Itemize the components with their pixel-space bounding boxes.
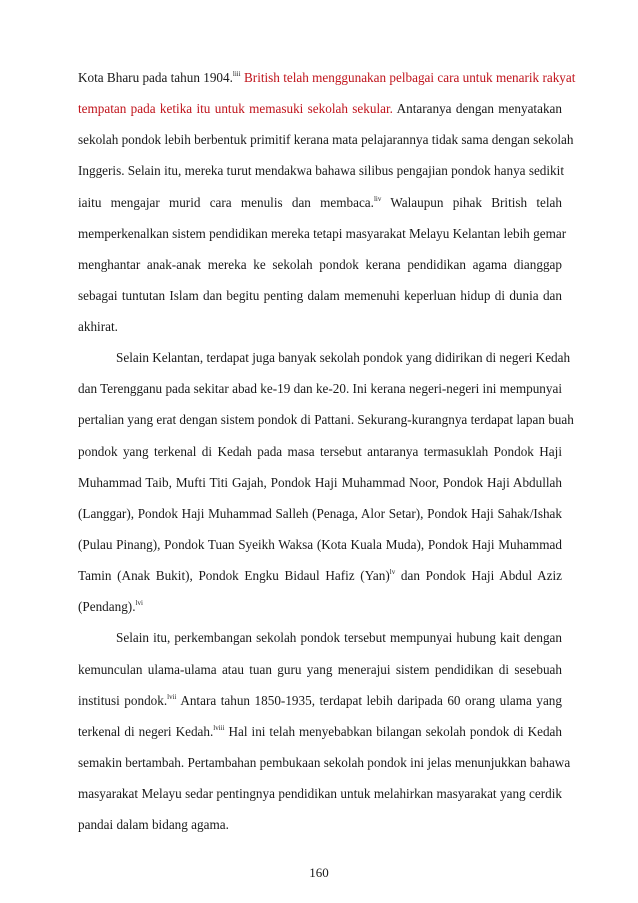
- p3-line-3: [78, 693, 562, 709]
- p2-l9-text: (Pendang).: [78, 599, 136, 615]
- p1-l5-text-a: iaitu mengajar murid cara menulis dan membaca.: [78, 194, 374, 210]
- p1-line-6: memperkenalkan sistem pendidikan mereka tetapi masyarakat Melayu Kelantan lebih gemar: [78, 225, 567, 241]
- p3-l4-text-a: terkenal di negeri Kedah.: [78, 723, 214, 739]
- p3-l3-text-a: institusi pondok.: [78, 692, 168, 708]
- footnote-ref-lviii[interactable]: lviii: [213, 723, 225, 732]
- p1-line-5: [78, 195, 562, 211]
- p3-line-1: Selain itu, perkembangan sekolah pondok tersebut mempunyai hubung kait dengan: [116, 630, 562, 646]
- p1-line-9: akhirat.: [78, 319, 118, 335]
- p3-line-2: kemunculan ulama-ulama atau tuan guru yang menerajui sistem pendidikan di sesebuah: [78, 661, 562, 677]
- p3-line-6: masyarakat Melayu sedar pentingnya pendidikan untuk melahirkan masyarakat yang cerdik: [78, 786, 562, 802]
- footnote-ref-liii[interactable]: liii: [232, 70, 241, 78]
- p2-line-8: [78, 568, 562, 584]
- p2-line-7: (Pulau Pinang), Pondok Tuan Syeikh Waksa (Kota Kuala Muda), Pondok Haji Muhammad: [78, 537, 562, 553]
- p3-l4-text-b: Hal ini telah menyebabkan bilangan sekolah pondok di Kedah: [224, 723, 562, 739]
- page-number: 160: [309, 865, 329, 881]
- p2-line-5: Muhammad Taib, Mufti Titi Gajah, Pondok Haji Muhammad Noor, Pondok Haji Abdullah: [78, 474, 562, 490]
- p3-line-7: pandai dalam bidang agama.: [78, 817, 229, 833]
- p2-line-2: dan Terengganu pada sekitar abad ke-19 dan ke-20. Ini kerana negeri-negeri ini mempunyai: [78, 381, 563, 397]
- p1-line-2: [78, 101, 562, 117]
- p2-line-4: pondok yang terkenal di Kedah pada masa tersebut antaranya termasuklah Pondok Haji: [78, 443, 562, 459]
- p3-line-5: semakin bertambah. Pertambahan pembukaan sekolah pondok ini jelas menunjukkan bahawa: [78, 754, 571, 770]
- p1-line-4: Inggeris. Selain itu, mereka turut mendakwa bahawa silibus pengajian pondok hanya sedikit: [78, 163, 564, 179]
- p1-line-1: [78, 70, 576, 86]
- p1-l2-text: Antaranya dengan menyatakan: [396, 101, 562, 117]
- p2-line-9: [78, 599, 562, 615]
- footnote-ref-lvi[interactable]: lvi: [135, 599, 143, 608]
- p2-l8-text-b: dan Pondok Haji Abdul Aziz: [395, 568, 562, 584]
- footnote-ref-liv[interactable]: liv: [373, 194, 382, 203]
- p1-line-8: sebagai tuntutan Islam dan begitu penting dalam memenuhi keperluan hidup di dunia dan: [78, 287, 562, 303]
- footnote-ref-lvii[interactable]: lvii: [167, 692, 177, 701]
- p3-l3-text-b: Antara tahun 1850-1935, terdapat lebih daripada 60 orang ulama yang: [176, 692, 562, 708]
- footnote-ref-lv[interactable]: lv: [389, 568, 396, 577]
- p3-line-4: [78, 724, 562, 740]
- p2-line-6: (Langgar), Pondok Haji Muhammad Salleh (Penaga, Alor Setar), Pondok Haji Sahak/Ishak: [78, 505, 562, 521]
- p2-line-3: pertalian yang erat dengan sistem pondok di Pattani. Sekurang-kurangnya terdapat lapan buah: [78, 412, 574, 428]
- p1-l2-highlight: tempatan pada ketika itu untuk memasuki sekolah sekular.: [78, 101, 393, 117]
- p2-line-1: Selain Kelantan, terdapat juga banyak sekolah pondok yang didirikan di negeri Kedah: [116, 350, 571, 366]
- p1-l1-text: Kota Bharu pada tahun 1904.: [78, 70, 233, 85]
- p1-line-3: sekolah pondok lebih berbentuk primitif kerana mata pelajarannya tidak sama dengan sekolah: [78, 132, 574, 148]
- p1-l1-highlight: British telah menggunakan pelbagai cara untuk menarik rakyat: [244, 70, 576, 85]
- p1-line-7: menghantar anak-anak mereka ke sekolah pondok kerana pendidikan agama dianggap: [78, 256, 562, 272]
- p2-l8-text-a: Tamin (Anak Bukit), Pondok Engku Bidaul Hafiz (Yan): [78, 568, 390, 584]
- p1-l5-text-b: Walaupun pihak British telah: [390, 194, 562, 210]
